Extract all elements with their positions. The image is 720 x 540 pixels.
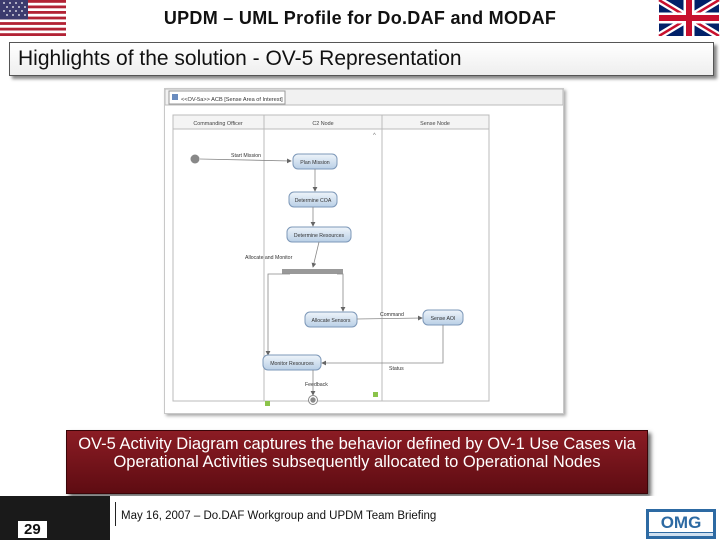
header-title: UPDM – UML Profile for Do.DAF and MODAF xyxy=(163,8,557,28)
activity-diagram xyxy=(164,88,564,414)
lane-commanding-officer: Commanding Officer xyxy=(193,121,243,127)
slide-header xyxy=(0,0,720,38)
diagram-status-icon-2 xyxy=(373,392,378,397)
activity-sense-aoi[interactable] xyxy=(423,310,463,325)
footer-event-text: May 16, 2007 – Do.DAF Workgroup and UPDM Team Briefing xyxy=(121,510,437,522)
diagram-tab-label: <<OV-5a>> ACB [Sense Area of Interest] xyxy=(181,97,283,103)
diagram-tab[interactable] xyxy=(165,89,563,105)
svg-text:Allocate Sensors: Allocate Sensors xyxy=(311,318,351,324)
omg-logo-icon xyxy=(646,509,716,539)
diagram-status-icon xyxy=(265,401,270,406)
svg-text:OMG: OMG xyxy=(660,513,702,532)
diagram-tab-icon xyxy=(172,94,178,100)
fork-label: Allocate and Monitor xyxy=(245,255,293,261)
footer-divider xyxy=(115,502,116,526)
command-flow-label: Command xyxy=(380,312,404,318)
slide-title: Highlights of the solution - OV-5 Representation xyxy=(18,47,462,70)
footer-accent-bar xyxy=(0,496,110,540)
activity-allocate-sensors[interactable] xyxy=(305,312,357,327)
start-mission-label: Start Mission xyxy=(231,153,261,159)
lane-sense-node: Sense Node xyxy=(420,121,450,127)
activity-determine-resources[interactable] xyxy=(287,227,351,242)
lane-c2-node: C2 Node xyxy=(312,121,334,127)
status-flow-label: Status xyxy=(389,366,404,372)
activity-plan-mission[interactable] xyxy=(293,154,337,169)
activity-determine-coa[interactable] xyxy=(289,192,337,207)
slide-title-box xyxy=(9,42,714,76)
svg-text:Determine COA: Determine COA xyxy=(294,198,332,204)
caption-text: OV-5 Activity Diagram captures the behavior defined by OV-1 Use Cases via Operational Activities subsequently allocated to Operational Nodes xyxy=(78,435,636,471)
fork-bar xyxy=(282,269,343,274)
svg-text:Monitor Resources: Monitor Resources xyxy=(270,361,314,367)
caption-box xyxy=(66,430,648,494)
uk-flag-icon xyxy=(658,0,720,36)
initial-node[interactable] xyxy=(191,155,200,164)
lane-collapse-icon[interactable]: ^ xyxy=(373,133,376,139)
svg-text:Plan Mission: Plan Mission xyxy=(300,160,330,166)
svg-text:Sense AOI: Sense AOI xyxy=(430,316,456,322)
svg-text:Determine Resources: Determine Resources xyxy=(293,233,345,239)
page-number: 29 xyxy=(18,521,47,538)
activity-monitor-resources[interactable] xyxy=(263,355,321,370)
feedback-flow-label: Feedback xyxy=(305,382,328,388)
